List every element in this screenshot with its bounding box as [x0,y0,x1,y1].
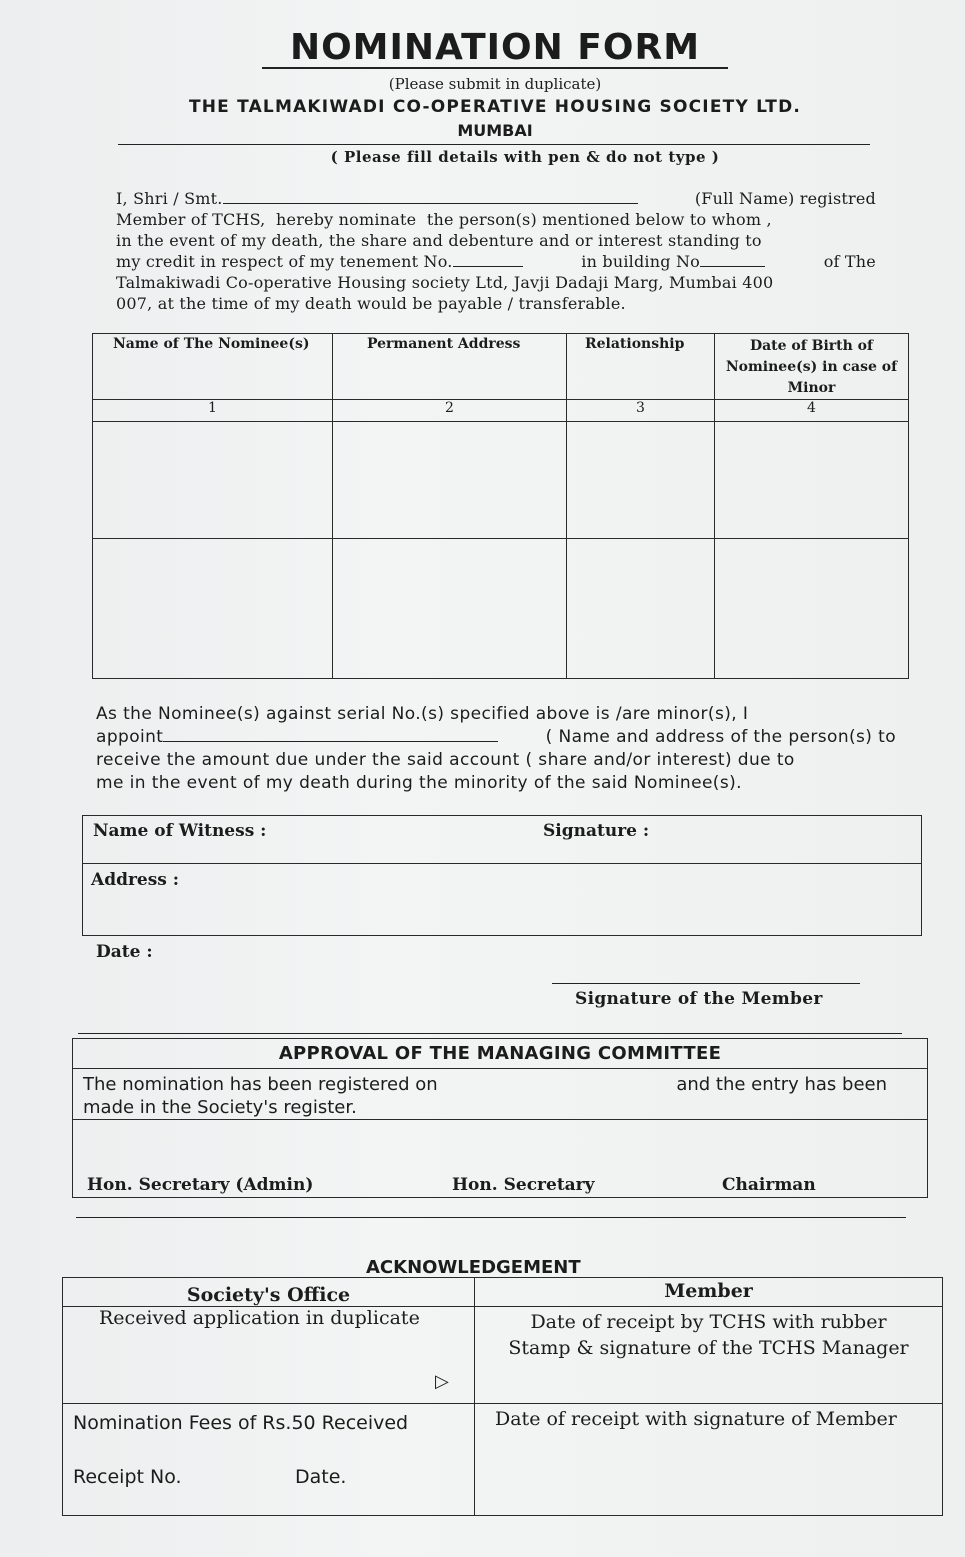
column-number-3: 3 [567,400,715,422]
title-underline [262,67,728,69]
nominee-address-cell[interactable] [333,539,567,679]
nominee-relationship-cell[interactable] [567,422,715,539]
minor-paragraph [96,703,896,795]
of-the-text: of The [823,252,876,271]
header-divider [118,144,870,145]
tenement-label: my credit in respect of my tenement No. [116,252,453,271]
appointee-field[interactable] [163,727,498,742]
hon-secretary-label: Hon. Secretary [452,1175,595,1195]
witness-signature-label: Signature : [543,821,650,841]
witness-name-cell[interactable] [83,816,922,864]
witness-name-label: Name of Witness : [93,821,267,841]
witness-address-cell[interactable] [83,864,922,936]
header-nominee-name: Name of The Nominee(s) [93,334,333,400]
nominee-entry-row[interactable] [93,539,909,679]
declaration-line-6: 007, at the time of my death would be payable / transferable. [116,294,626,313]
approval-entry-text: and the entry has been [676,1074,887,1095]
society-office-header: Society's Office [63,1278,475,1307]
tenement-no-field[interactable] [453,252,523,267]
header-permanent-address: Permanent Address [333,334,567,400]
member-header: Member [475,1278,943,1307]
nominee-table [92,333,909,679]
minor-line-4: me in the event of my death during the minority of the said Nominee(s). [96,773,742,793]
nominee-header-row [93,334,909,400]
member-receipt-cell [475,1404,943,1516]
header-dob-minor: Date of Birth of Nominee(s) in case of Minor [715,334,909,400]
approval-table [72,1038,928,1198]
received-application-label: Received application in duplicate [99,1307,420,1329]
declaration-paragraph [116,188,876,314]
pen-marker-icon: ▷ [435,1371,449,1392]
nominee-name-cell[interactable] [93,422,333,539]
society-name: THE TALMAKIWADI CO-OPERATIVE HOUSING SOCIETY LTD. [188,97,802,117]
nominee-dob-cell[interactable] [715,422,909,539]
minor-line-3: receive the amount due under the said account ( share and/or interest) due to [96,750,795,770]
approval-registered-text: The nomination has been registered on [83,1074,438,1095]
member-receipt-label: Date of receipt with signature of Member [495,1408,897,1430]
received-application-cell [63,1307,475,1404]
column-number-2: 2 [333,400,567,422]
appointee-label: ( Name and address of the person(s) to [545,727,896,747]
column-number-1: 1 [93,400,333,422]
receipt-no-label: Receipt No. [73,1466,182,1488]
nomination-fees-label: Nomination Fees of Rs.50 Received [73,1412,409,1434]
fees-cell [63,1404,475,1516]
shri-smt-label: I, Shri / Smt. [116,189,223,208]
approval-title: APPROVAL OF THE MANAGING COMMITTEE [73,1039,928,1069]
minor-line-2 [96,726,896,749]
duplicate-note: (Please submit in duplicate) [388,75,602,93]
declaration-line-2: Member of TCHS, hereby nominate the person(s) mentioned below to whom , [116,210,772,229]
nominee-entry-row[interactable] [93,422,909,539]
member-signature-line[interactable] [552,983,860,984]
nominee-relationship-cell[interactable] [567,539,715,679]
chairman-label: Chairman [722,1175,816,1195]
witness-address-label: Address : [91,870,180,890]
tchs-receipt-cell [475,1307,943,1404]
column-number-4: 4 [715,400,909,422]
acknowledgement-divider [76,1217,906,1218]
nominee-name-cell[interactable] [93,539,333,679]
header-relationship: Relationship [567,334,715,400]
approval-text-cell [73,1069,928,1120]
appoint-label: appoint [96,727,164,747]
nominee-number-row [93,400,909,422]
receipt-date-label: Date. [295,1466,347,1488]
approval-divider [78,1033,902,1034]
tchs-receipt-line-1: Date of receipt by TCHS with rubber [530,1311,887,1333]
declaration-line-1 [116,188,876,209]
fill-instruction: ( Please fill details with pen & do not type ) [330,148,720,166]
building-no-field[interactable] [700,252,765,267]
full-name-field[interactable] [223,189,638,204]
approval-signatures-cell [73,1120,928,1198]
witness-table [82,815,922,936]
full-name-label: (Full Name) registred [694,189,876,208]
acknowledgement-table [62,1277,943,1516]
form-title: NOMINATION FORM [289,27,701,68]
witness-date-label: Date : [96,942,153,962]
approval-register-text: made in the Society's register. [83,1097,357,1118]
acknowledgement-title: ACKNOWLEDGEMENT [366,1257,581,1278]
declaration-line-5: Talmakiwadi Co-operative Housing society Ltd, Javji Dadaji Marg, Mumbai 400 [116,273,774,292]
building-label: in building No [581,252,700,271]
nominee-address-cell[interactable] [333,422,567,539]
tchs-receipt-line-2: Stamp & signature of the TCHS Manager [508,1337,909,1359]
declaration-line-4 [116,251,876,272]
member-signature-label: Signature of the Member [575,989,823,1009]
hon-secretary-admin-label: Hon. Secretary (Admin) [87,1175,314,1195]
declaration-line-3: in the event of my death, the share and debenture and or interest standing to [116,231,762,250]
nominee-dob-cell[interactable] [715,539,909,679]
minor-line-1: As the Nominee(s) against serial No.(s) specified above is /are minor(s), I [96,704,749,724]
society-city: MUMBAI [457,121,533,140]
